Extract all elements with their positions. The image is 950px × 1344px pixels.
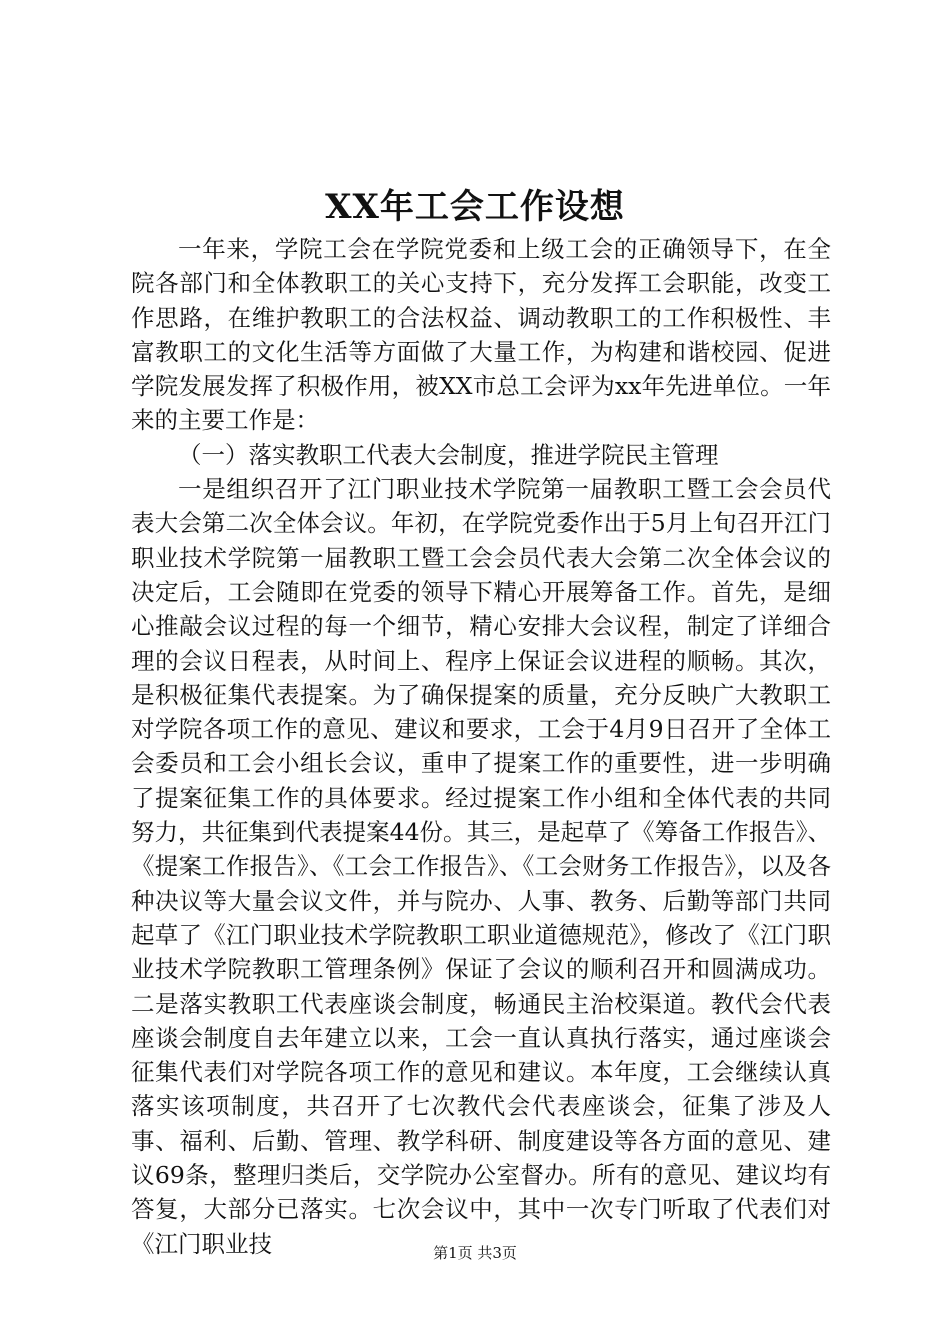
- page-number-footer: 第1页 共3页: [433, 1244, 517, 1262]
- document-title: XX年工会工作设想: [325, 187, 625, 227]
- intro-paragraph: 一年来，学院工会在学院党委和上级工会的正确领导下，在全院各部门和全体教职工的关心支持下，充分发挥工会职能，改变工作思路，在维护教职工的合法权益、调动教职工的工作积极性、丰富教职工的文化生活等方面做了大量工作，为构建和谐校园、促进学院发展发挥了积极作用，被XX市总工会评为xx年先进单位。一年来的主要工作是：: [131, 235, 831, 435]
- document-body: [131, 232, 831, 1261]
- section-heading: （一）落实教职工代表大会制度，推进学院民主管理: [178, 440, 719, 469]
- body-paragraph: 一是组织召开了江门职业技术学院第一届教职工暨工会会员代表大会第二次全体会议。年初，在学院党委作出于5月上旬召开江门职业技术学院第一届教职工暨工会会员代表大会第二次全体会议的决定后，工会随即在党委的领导下精心开展筹备工作。首先，是细心推敲会议过程的每一个细节，精心安排大会议程，制定了详细合理的会议日程表，从时间上、程序上保证会议进程的顺畅。其次，是积极征集代表提案。为了确保提案的质量，充分反映广大教职工对学院各项工作的意见、建议和要求，工会于4月9日召开了全体工会委员和工会小组长会议，重申了提案工作的重要性，进一步明确了提案征集工作的具体要求。经过提案工作小组和全体代表的共同努力，共征集到代表提案44份。其三，是起草了《筹备工作报告》、《提案工作报告》、《工会工作报告》、《工会财务工作报告》，以及各种决议等大量会议文件，并与院办、人事、教务、后勤等部门共同起草了《江门职业技术学院教职工职业道德规范》，修改了《江门职业技术学院教职工管理条例》保证了会议的顺利召开和圆满成功。二是落实教职工代表座谈会制度，畅通民主治校渠道。教代会代表座谈会制度自去年建立以来，工会一直认真执行落实，通过座谈会征集代表们对学院各项工作的意见和建议。本年度，工会继续认真落实该项制度，共召开了七次教代会代表座谈会，征集了涉及人事、福利、后勤、管理、教学科研、制度建设等各方面的意见、建议69条，整理归类后，交学院办公室督办。所有的意见、建议均有答复，大部分已落实。七次会议中，其中一次专门听取了代表们对《江门职业技: [131, 475, 831, 1258]
